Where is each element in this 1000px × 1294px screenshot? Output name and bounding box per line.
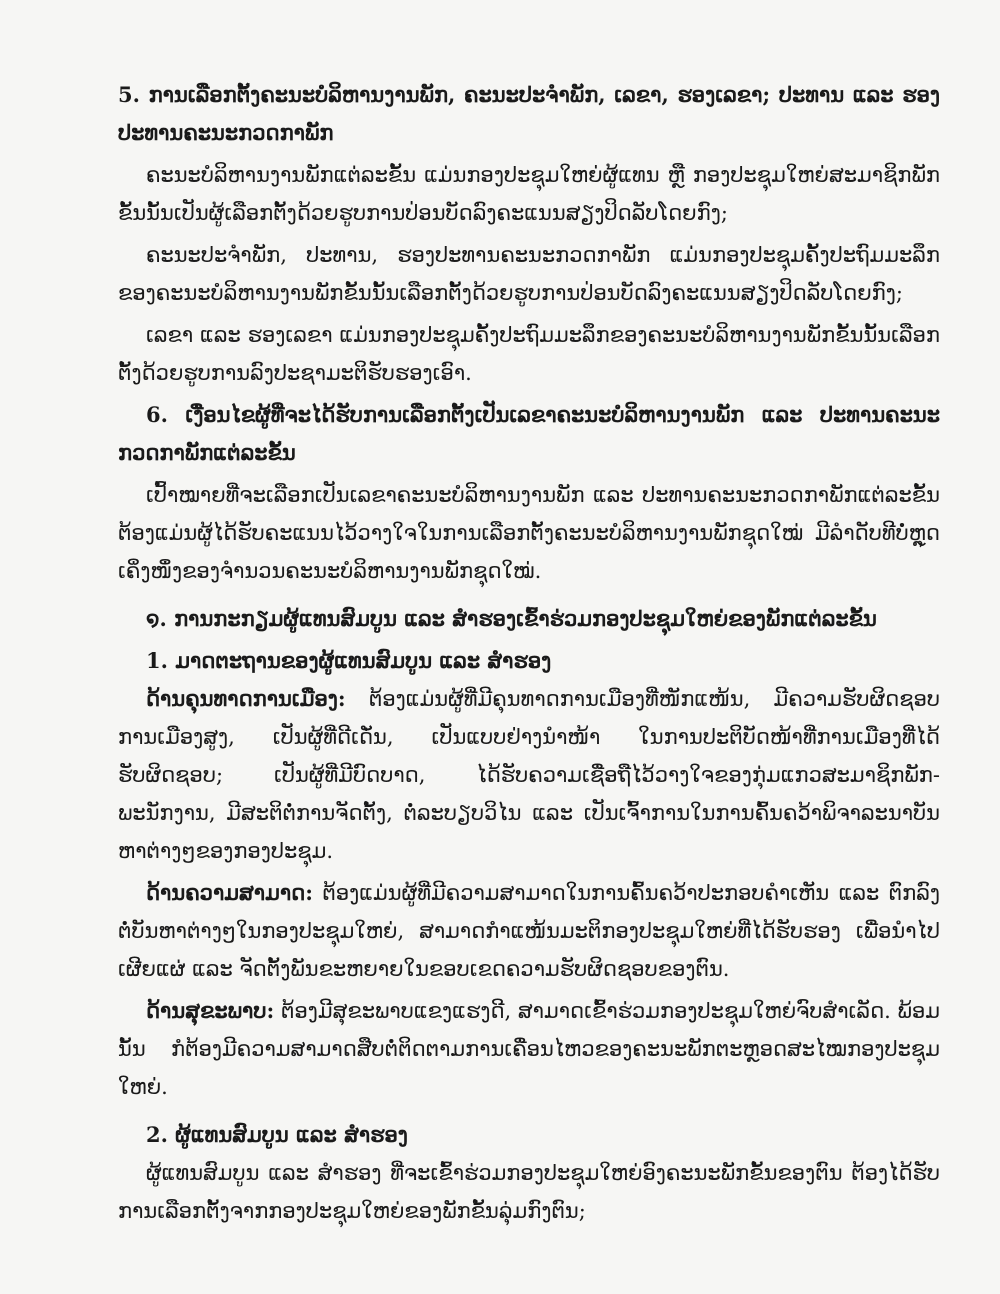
criterion-label: ດ້ານສຸຂະພາບ: — [146, 998, 275, 1023]
paragraph: ເລຂາ ແລະ ຮອງເລຂາ ແມ່ນກອງປະຊຸມຄັ້ງປະຖົມມະລຶກຂອງຄະນະບໍລິຫານງານພັກຂັ້ນນັ້ນເລືອກຕັ້ງດ້ວຍຮູບການລົງປະຊາມະຕິຮັບຮອງເອົາ. — [118, 323, 940, 385]
chapter-heading: ໑. ການກະກຽມຜູ້ແທນສົມບູນ ແລະ ສຳຮອງເຂົ້າຮ່ວມກອງປະຊຸມໃຫຍ່ຂອງພັກແຕ່ລະຂັ້ນ — [146, 606, 877, 631]
criterion-label: ດ້ານຄວາມສາມາດ: — [146, 880, 313, 905]
criterion-health — [118, 992, 940, 1106]
criterion-text: ຕ້ອງແມ່ນຜູ້ທີ່ມີຄຸນທາດການເມືອງທີ່ໜັກແໜ້ນ, ມີຄວາມຮັບຜິດຊອບການເມືອງສູງ, ເປັນຜູ້ທີ່ດີເດັ່ນ, ເປັນແບບຢ່າງນຳໜ້າ ໃນການປະຕິບັດໜ້າທີ່ການເມືອງທີ່ໄດ້ຮັບຜິດຊອບ; ເປັນຜູ້ທີ່ມີບົດບາດ, ໄດ້ຮັບຄວາມເຊື່ອຖືໄວ້ວາງໃຈຂອງກຸ່ມແກວສະມາຊິກພັກ-ພະນັກງານ, ມີສະຕິຕໍ່ການຈັດຕັ້ງ, ຕໍ່ລະບຽບວິໄນ ແລະ ເປັນເຈົ້າການໃນການຄົ້ນຄວ້າພິຈາລະນາບັນຫາຕ່າງໆຂອງກອງປະຊຸມ. — [118, 687, 940, 863]
section-heading-6: 6. ເງື່ອນໄຂຜູ້ທີ່ຈະໄດ້ຮັບການເລືອກຕັ້ງເປັນເລຂາຄະນະບໍລິຫານງານພັກ ແລະ ປະທານຄະນະກວດກາພັກແຕ່ລະຂັ້ນ — [118, 402, 940, 465]
section-heading-5: 5. ການເລືອກຕັ້ງຄະນະບໍລິຫານງານພັກ, ຄະນະປະຈຳພັກ, ເລຂາ, ຮອງເລຂາ; ປະທານ ແລະ ຮອງປະທານຄະນະກວດກາພັກ — [118, 82, 941, 145]
paragraph: ຄະນະປະຈຳພັກ, ປະທານ, ຮອງປະທານຄະນະກວດກາພັກ ແມ່ນກອງປະຊຸມຄັ້ງປະຖົມມະລຶກຂອງຄະນະບໍລິຫານງານພັກຂັ້ນນັ້ນເລືອກຕັ້ງດ້ວຍຮູບການປ່ອນບັດລົງຄະແນນສຽງປິດລັບໂດຍກົງ; — [118, 243, 940, 305]
subsection-heading-2: 2. ຜູ້ແທນສົມບູນ ແລະ ສຳຮອງ — [146, 1122, 408, 1147]
criterion-text: ຕ້ອງແມ່ນຜູ້ທີ່ມີຄວາມສາມາດໃນການຄົ້ນຄວ້າປະກອບຄຳເຫັນ ແລະ ຕົກລົງຕໍ່ບັນຫາຕ່າງໆໃນກອງປະຊຸມໃຫຍ່, ສາມາດກຳແໜ້ນມະຕິກອງປະຊຸມໃຫຍ່ທີ່ໄດ້ຮັບຮອງ ເພື່ອນຳໄປເຜີຍແຜ່ ແລະ ຈັດຕັ້ງພັນຂະຫຍາຍໃນຂອບເຂດຄວາມຮັບຜິດຊອບຂອງຕົນ. — [118, 881, 940, 981]
criterion-text: ຕ້ອງມີສຸຂະພາບແຂງແຮງດີ, ສາມາດເຂົ້າຮ່ວມກອງປະຊຸມໃຫຍ່ຈົບສຳເລັດ. ພ້ອມນັ້ນ ກໍຕ້ອງມີຄວາມສາມາດສືບຕໍ່ຕິດຕາມການເຄື່ອນໄຫວຂອງຄະນະພັກຕະຫຼອດສະໄໝກອງປະຊຸມໃຫຍ່. — [118, 999, 940, 1099]
paragraph: ເປົ້າໝາຍທີ່ຈະເລືອກເປັນເລຂາຄະນະບໍລິຫານງານພັກ ແລະ ປະທານຄະນະກວດກາພັກແຕ່ລະຂັ້ນ ຕ້ອງແມ່ນຜູ້ໄດ້ຮັບຄະແນນໄວ້ວາງໃຈໃນການເລືອກຕັ້ງຄະນະບໍລິຫານງານພັກຊຸດໃໝ່ ມີລຳດັບທີບໍ່ຫຼຸດເຄິ່ງໜຶ່ງຂອງຈຳນວນຄະນະບໍລິຫານງານພັກຊຸດໃໝ່. — [118, 483, 940, 583]
criterion-political — [118, 680, 940, 870]
criterion-label: ດ້ານຄຸນທາດການເມືອງ: — [146, 686, 346, 711]
paragraph: ຜູ້ແທນສົມບູນ ແລະ ສຳຮອງ ທີ່ຈະເຂົ້າຮ່ວມກອງປະຊຸມໃຫຍ່ອົງຄະນະພັກຂັ້ນຂອງຕົນ ຕ້ອງໄດ້ຮັບການເລືອກຕັ້ງຈາກກອງປະຊຸມໃຫຍ່ຂອງພັກຂັ້ນລຸ່ມກົງຕົນ; — [118, 1161, 940, 1223]
paragraph: ຄະນະບໍລິຫານງານພັກແຕ່ລະຂັ້ນ ແມ່ນກອງປະຊຸມໃຫຍ່ຜູ້ແທນ ຫຼື ກອງປະຊຸມໃຫຍ່ສະມາຊິກພັກຂັ້ນນັ້ນເປັນຜູ້ເລືອກຕັ້ງດ້ວຍຮູບການປ່ອນບັດລົງຄະແນນສຽງປິດລັບໂດຍກົງ; — [118, 163, 940, 225]
criterion-ability — [118, 874, 940, 988]
subsection-heading-1: 1. ມາດຕະຖານຂອງຜູ້ແທນສົມບູນ ແລະ ສຳຮອງ — [146, 648, 552, 673]
